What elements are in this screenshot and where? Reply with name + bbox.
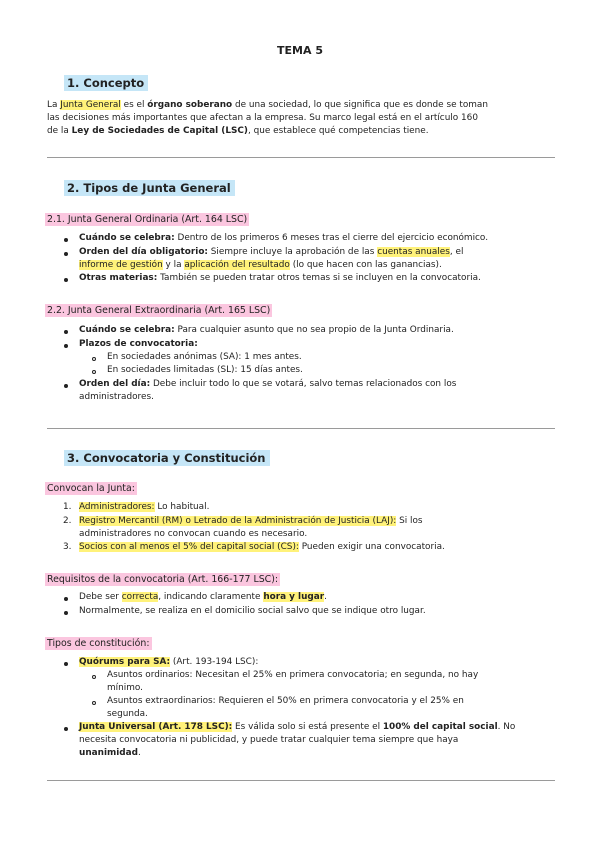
subheading-requisitos: Requisitos de la convocatoria (Art. 166-177 LSC): bbox=[47, 574, 279, 585]
list-item: Cuándo se celebra: Para cualquier asunto que no sea propio de la Junta Ordinaria. bbox=[79, 325, 454, 335]
section-heading-tipos: 2. Tipos de Junta General bbox=[64, 177, 235, 196]
section-heading-convocatoria: 3. Convocatoria y Constitución bbox=[64, 447, 270, 466]
bullet bbox=[64, 252, 68, 256]
concepto-paragraph bbox=[47, 99, 557, 138]
bullet bbox=[64, 238, 68, 242]
list-item: Registro Mercantil (RM) o Letrado de la Administración de Justicia (LAJ): Si los administradores no convocan cuando es necesario. bbox=[79, 516, 423, 539]
list-item: Otras materias: También se pueden tratar otros temas si se incluyen en la convocatoria. bbox=[79, 273, 481, 283]
bullet bbox=[64, 384, 68, 388]
section-heading-concepto: 1. Concepto bbox=[64, 72, 148, 91]
subheading-extraordinaria: 2.2. Junta General Extraordinaria (Art. 165 LSC) bbox=[47, 305, 271, 316]
sub-list-item: Asuntos extraordinarios: Requieren el 50% en primera convocatoria y el 25% en segunda. bbox=[107, 696, 464, 719]
list-number: 2. bbox=[63, 516, 72, 526]
sub-list-item: En sociedades anónimas (SA): 1 mes antes. bbox=[107, 352, 302, 362]
sub-list-item: En sociedades limitadas (SL): 15 días antes. bbox=[107, 365, 303, 375]
list-number: 1. bbox=[63, 502, 72, 512]
list-item: Administradores: Lo habitual. bbox=[79, 502, 210, 512]
list-item: Socios con al menos el 5% del capital social (CS): Pueden exigir una convocatoria. bbox=[79, 542, 445, 552]
list-item: Junta Universal (Art. 178 LSC): Es válida solo si está presente el 100% del capital social. No necesita convocatoria ni publicidad, y puede tratar cualquier tema siempre que haya unanimidad. bbox=[79, 722, 516, 758]
bullet bbox=[64, 662, 68, 666]
list-item: Orden del día: Debe incluir todo lo que se votará, salvo temas relacionados con los administradores. bbox=[79, 379, 457, 402]
list-number: 3. bbox=[63, 542, 72, 552]
subheading-ordinaria: 2.1. Junta General Ordinaria (Art. 164 LSC) bbox=[47, 214, 248, 225]
bullet bbox=[64, 597, 68, 601]
sub-bullet bbox=[92, 701, 96, 705]
bullet bbox=[64, 278, 68, 282]
sub-list-item: Asuntos ordinarios: Necesitan el 25% en primera convocatoria; en segunda, no hay mínimo. bbox=[107, 670, 479, 693]
list-item: Debe ser correcta, indicando claramente hora y lugar. bbox=[79, 592, 327, 602]
list-item: Quórums para SA: (Art. 193-194 LSC): bbox=[79, 657, 259, 667]
list-item: Orden del día obligatorio: Siempre incluye la aprobación de las cuentas anuales, el informe de gestión y la aplicación del resultado (lo que hacen con las ganancias). bbox=[79, 247, 464, 270]
list-item: Plazos de convocatoria: bbox=[79, 339, 198, 349]
document-title: TEMA 5 bbox=[277, 44, 323, 57]
divider bbox=[47, 780, 555, 781]
bullet bbox=[64, 344, 68, 348]
list-item: Normalmente, se realiza en el domicilio social salvo que se indique otro lugar. bbox=[79, 606, 426, 616]
concepto-line-3: de la Ley de Sociedades de Capital (LSC), que establece qué competencias tiene. bbox=[47, 126, 429, 136]
concepto-line-2: las decisiones más importantes que afectan a la empresa. Su marco legal está en el artículo 160 bbox=[47, 113, 478, 123]
sub-bullet bbox=[92, 675, 96, 679]
list-item: Cuándo se celebra: Dentro de los primeros 6 meses tras el cierre del ejercicio económico. bbox=[79, 233, 489, 243]
subheading-constitucion: Tipos de constitución: bbox=[47, 638, 150, 649]
sub-bullet bbox=[92, 370, 96, 374]
divider bbox=[47, 157, 555, 158]
bullet bbox=[64, 330, 68, 334]
divider bbox=[47, 428, 555, 429]
concepto-line-1: La Junta General es el órgano soberano de una sociedad, lo que significa que es donde se toman bbox=[47, 100, 488, 110]
subheading-convocan: Convocan la Junta: bbox=[47, 483, 135, 494]
bullet bbox=[64, 611, 68, 615]
sub-bullet bbox=[92, 357, 96, 361]
bullet bbox=[64, 727, 68, 731]
